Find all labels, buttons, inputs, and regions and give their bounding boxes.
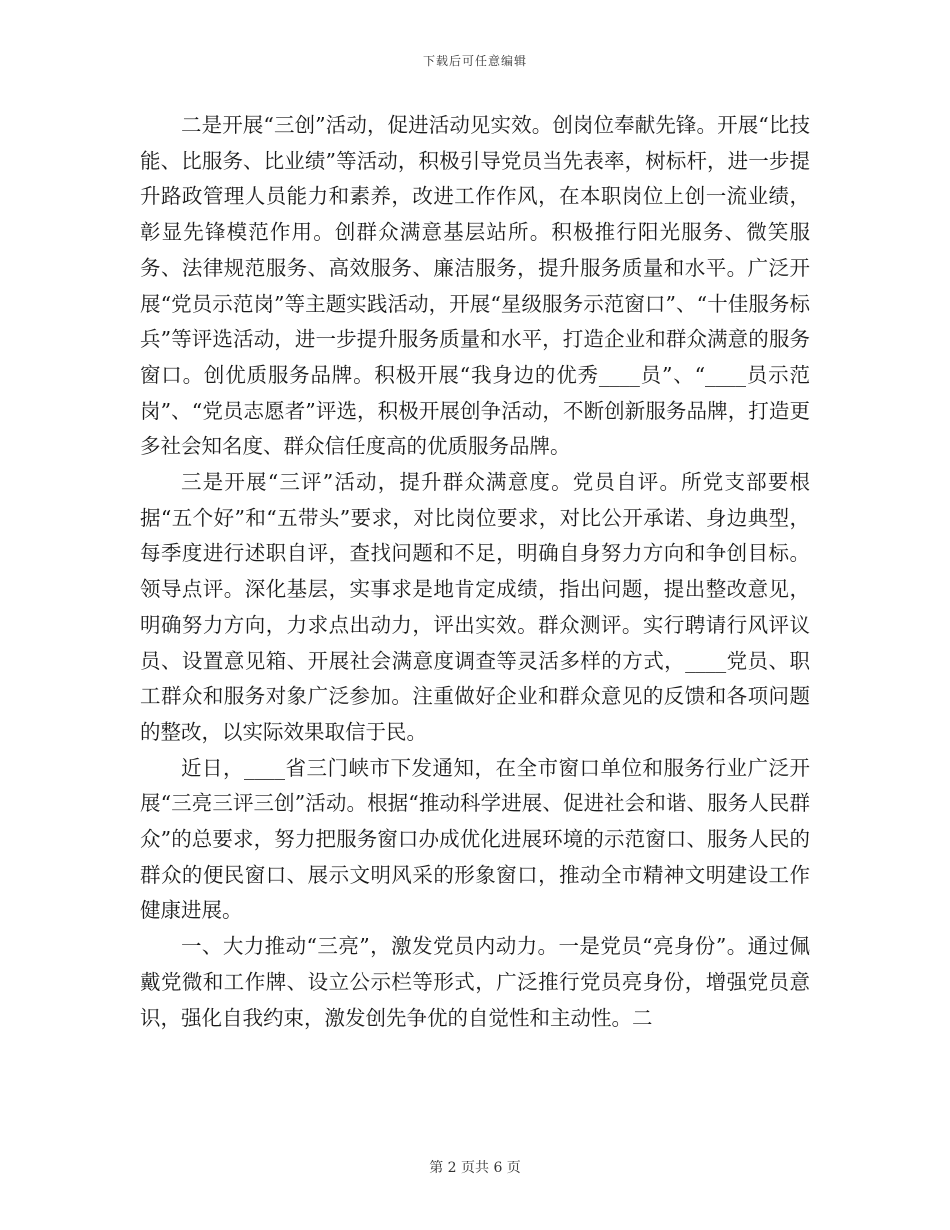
paragraph-notice: 近日，____省三门峡市下发通知，在全市窗口单位和服务行业广泛开展“三亮三评三创”活动。根据“推动科学进展、促进社会和谐、服务人民群众”的总要求，努力把服务窗口办成优化进展环境的示范窗口、服务人民的群众的便民窗口、展示文明风采的形象窗口，推动全市精神文明建设工作健康进展。 [140,755,810,923]
page-number: 第 2 页共 6 页 [429,1160,521,1176]
paragraph-san-chuang: 二是开展“三创”活动，促进活动见实效。创岗位奉献先锋。开展“比技能、比服务、比业绩”等活动，积极引导党员当先表率，树标杆，进一步提升路政管理人员能力和素养，改进工作作风，在本职岗位上创一流业绩，彰显先锋模范作用。创群众满意基层站所。积极推行阳光服务、微笑服务、法律规范服务、高效服务、廉洁服务，提升服务质量和水平。广泛开展“党员示范岗”等主题实践活动，开展“星级服务示范窗口”、“十佳服务标兵”等评选活动，进一步提升服务质量和水平，打造企业和群众满意的服务窗口。创优质服务品牌。积极开展“我身边的优秀____员”、“____员示范岗”、“党员志愿者”评选，积极开展创争活动，不断创新服务品牌，打造更多社会知名度、群众信任度高的优质服务品牌。 [140,113,810,459]
paragraph-san-liang: 一、大力推动“三亮”，激发党员内动力。一是党员“亮身份”。通过佩戴党微和工作牌、设立公示栏等形式，广泛推行党员亮身份，增强党员意识，强化自我约束，激发创先争优的自觉性和主动性。二 [140,934,810,1030]
page-header-note: 下载后可任意编辑 [422,54,527,68]
paragraph-san-ping: 三是开展“三评”活动，提升群众满意度。党员自评。所党支部要根据“五个好”和“五带头”要求，对比岗位要求，对比公开承诺、身边典型，每季度进行述职自评，查找问题和不足，明确自身努力方向和争创目标。领导点评。深化基层，实事求是地肯定成绩，指出问题，提出整改意见，明确努力方向，力求点出动力，评出实效。群众测评。实行聘请行风评议员、设置意见箱、开展社会满意度调查等灵活多样的方式，____党员、职工群众和服务对象广泛参加。注重做好企业和群众意见的反馈和各项问题的整改，以实际效果取信于民。 [140,470,810,744]
document-body [140,108,810,1036]
